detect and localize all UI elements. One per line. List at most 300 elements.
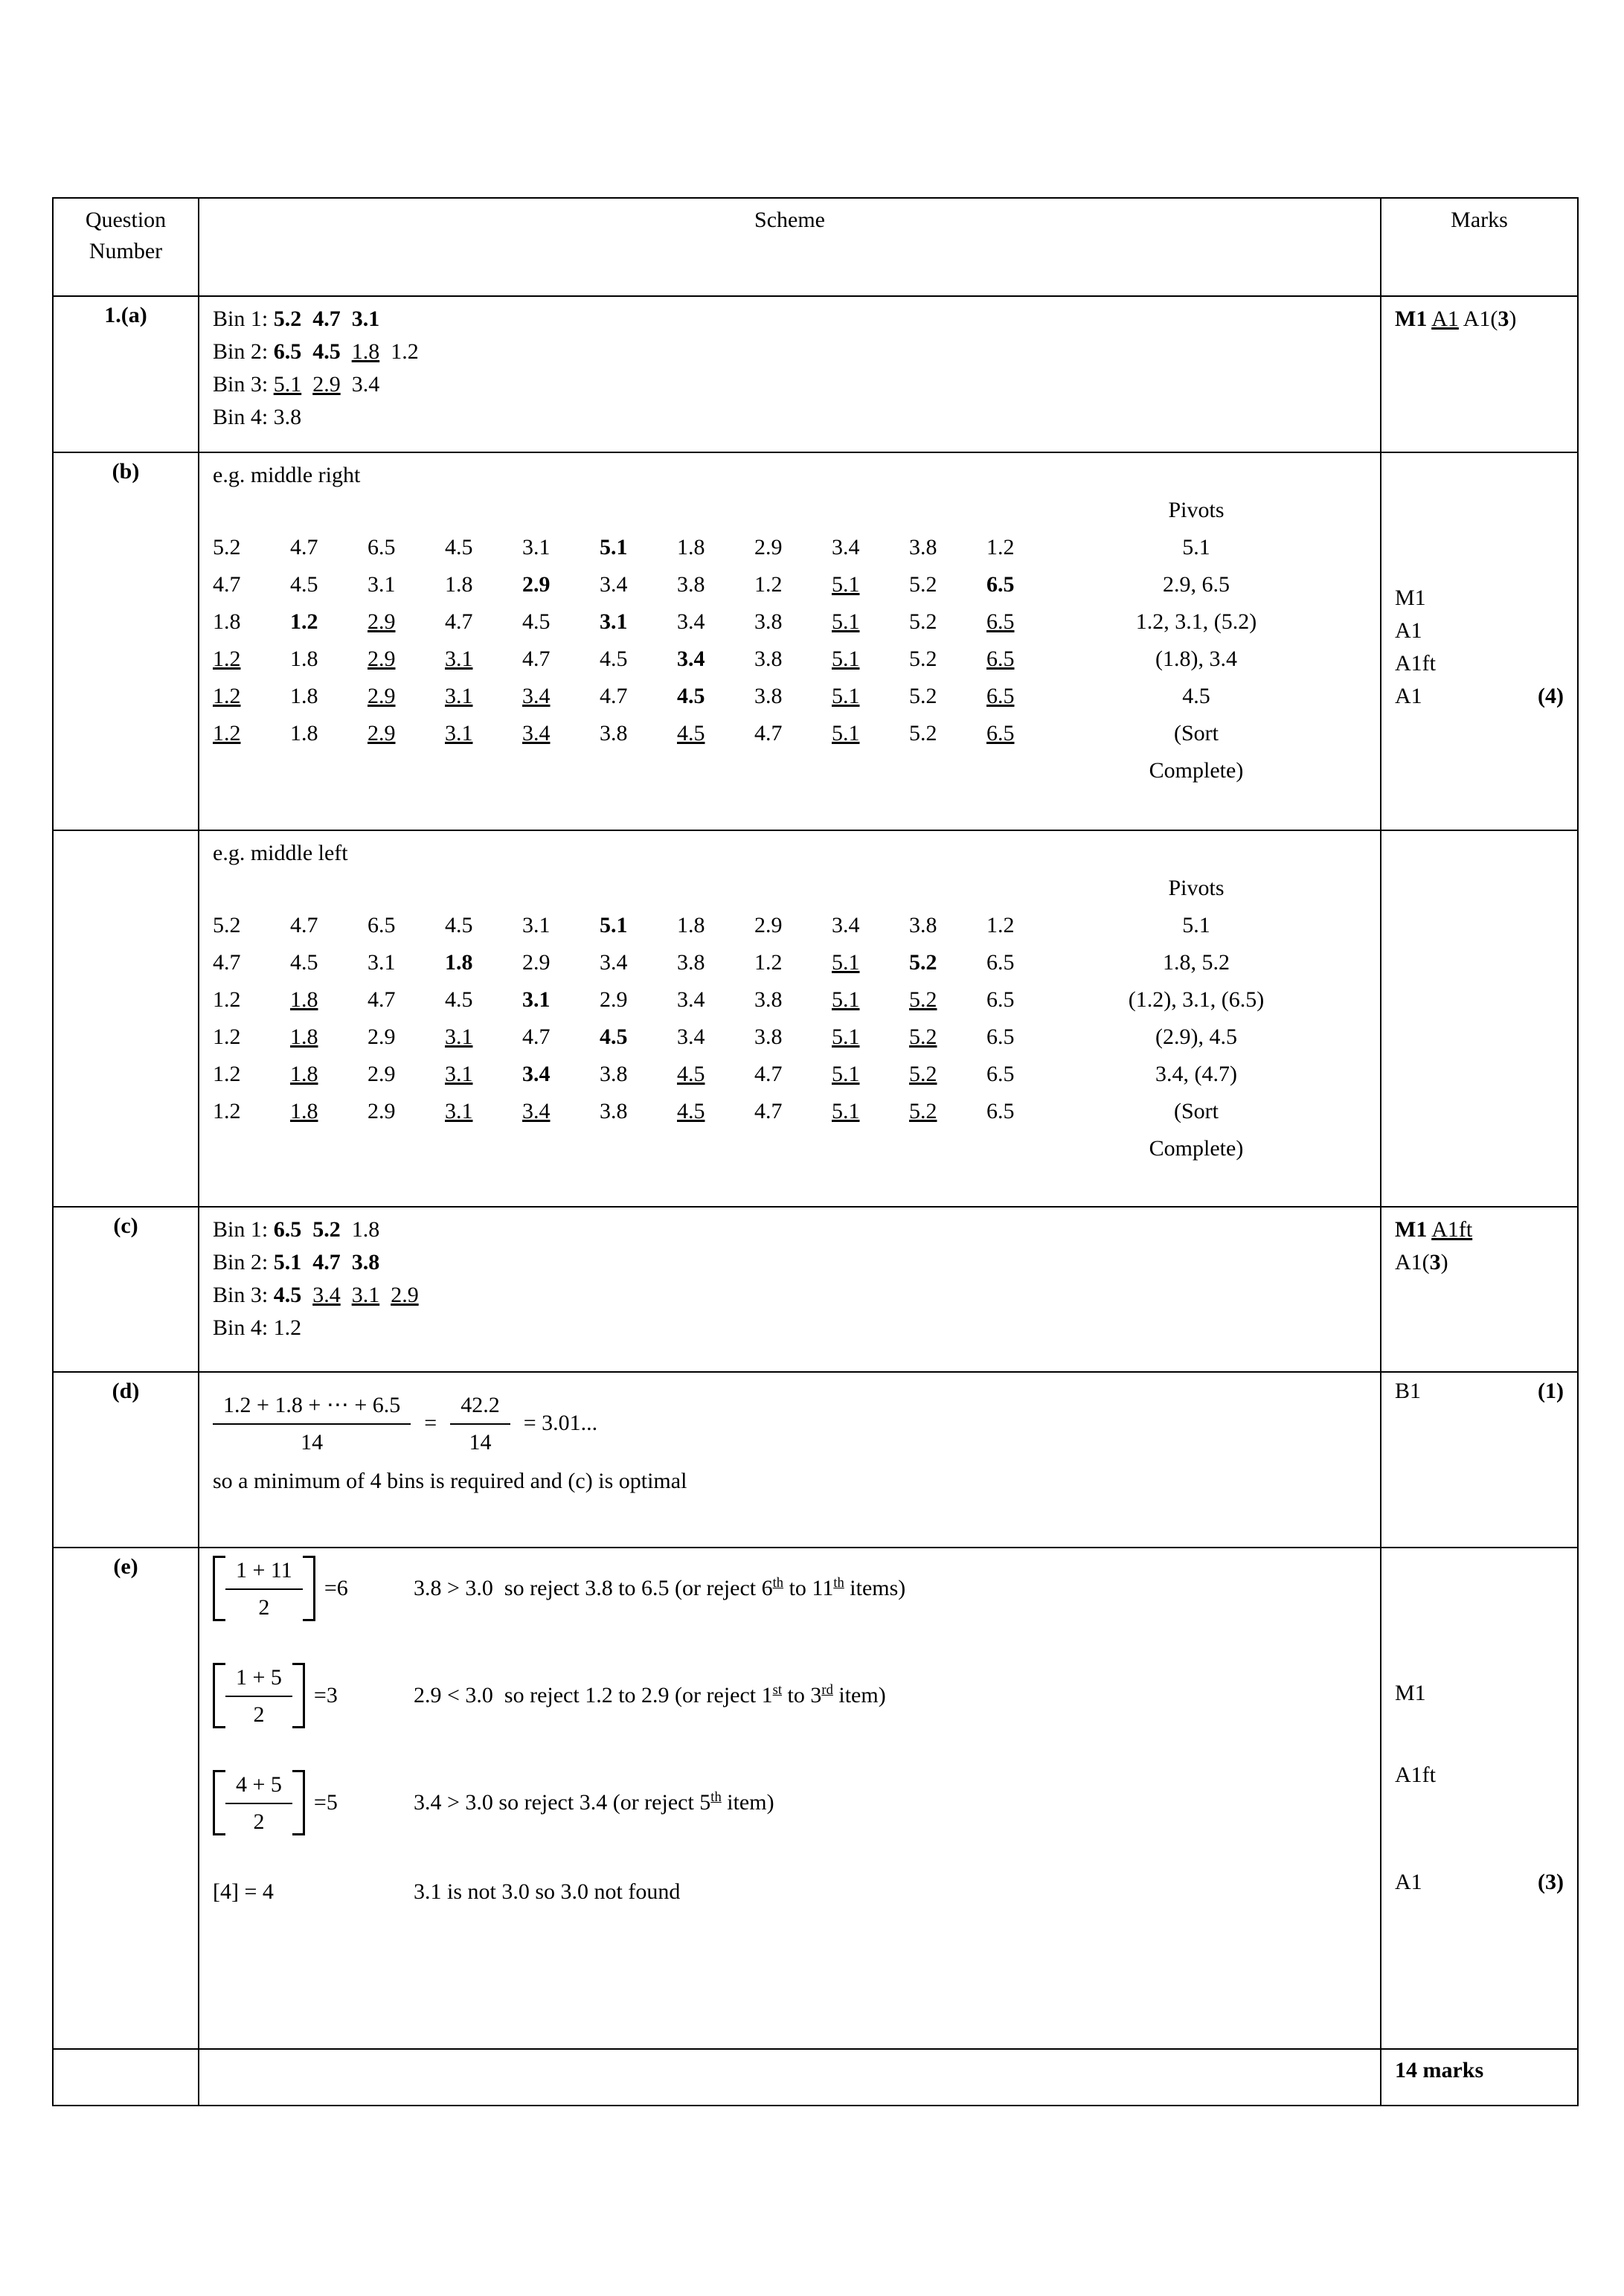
midpoint-result: =3: [313, 1683, 338, 1707]
sort-value: [909, 981, 986, 1019]
sort-value: [832, 715, 909, 752]
quicksort-left: [213, 870, 1367, 1167]
text-segment: 1.2: [986, 913, 1015, 937]
sort-value: [368, 1056, 445, 1093]
text-segment: 4.5: [290, 572, 318, 597]
fraction: [225, 1661, 292, 1730]
mark-a1: A1: [1395, 618, 1422, 643]
text-segment: 2.9: [754, 913, 783, 937]
text-segment: 3.4: [340, 372, 380, 397]
sort-value: [600, 1093, 677, 1130]
text-segment: 4.7: [445, 609, 473, 634]
sort-value: [986, 678, 1064, 715]
sort-value: [213, 529, 290, 566]
fraction-denominator: 2: [253, 1702, 265, 1727]
sort-value: [832, 529, 909, 566]
sort-value: [213, 1019, 290, 1056]
text-segment: 2.9: [368, 684, 396, 708]
binary-search-step: [213, 1769, 1367, 1837]
sort-value: [213, 566, 290, 603]
marks-c: [1395, 1213, 1564, 1279]
text-segment: A1ft: [1431, 1217, 1473, 1242]
average-expression: [213, 1389, 1367, 1458]
sort-value: [909, 944, 986, 981]
text-segment: 5.2: [909, 609, 937, 634]
text-segment: to 11: [783, 1576, 834, 1600]
text-segment: 3.4: [677, 1024, 705, 1049]
text-segment: 5.1: [832, 647, 860, 671]
text-segment: [341, 339, 352, 364]
sort-value: [986, 603, 1064, 641]
text-segment: 6.5: [986, 609, 1015, 634]
sort-pass-row: [213, 944, 1064, 981]
text-segment: 5.2: [213, 913, 241, 937]
text-segment: 5.1 4.7 3.8: [273, 1250, 380, 1274]
sort-value: [445, 603, 522, 641]
sort-value: [213, 1093, 290, 1130]
header-marks: Marks: [1381, 198, 1578, 296]
pivot-line: 3.4, (4.7): [1155, 1062, 1237, 1086]
sort-value: [986, 566, 1064, 603]
text-segment: 1.8: [677, 535, 705, 559]
sort-value: [522, 715, 600, 752]
row-e: [53, 1548, 1578, 2049]
pivot-line: (1.8), 3.4: [1155, 647, 1237, 671]
text-segment: 4.5: [600, 647, 628, 671]
binary-search-step: [213, 1661, 1367, 1730]
text-segment: 6.5: [986, 1099, 1015, 1123]
sort-caption-left: e.g. middle left: [213, 841, 348, 865]
text-segment: 4.5: [600, 1024, 628, 1049]
text-segment: Bin 4: 1.2: [213, 1315, 302, 1340]
sort-value: [909, 678, 986, 715]
text-segment: 4.7: [754, 1099, 783, 1123]
left-bracket: [213, 1663, 225, 1728]
text-segment: 1.2: [986, 535, 1015, 559]
sort-value: [909, 1056, 986, 1093]
sort-value: [677, 603, 754, 641]
text-segment: 1.8: [677, 913, 705, 937]
text-segment: 5.1: [832, 1024, 860, 1049]
text-line: [213, 1213, 1367, 1246]
text-segment: 5.1: [600, 535, 628, 559]
sort-grid-left: [213, 907, 1064, 1167]
sort-value: [290, 907, 368, 944]
pivot-line: (1.2), 3.1, (6.5): [1128, 987, 1265, 1012]
text-segment: 5.1: [832, 684, 860, 708]
sort-value: [290, 1093, 368, 1130]
text-segment: [341, 1283, 352, 1307]
right-bracket: [292, 1663, 305, 1728]
sort-pass-row: [213, 1093, 1064, 1130]
text-segment: [301, 1283, 312, 1307]
text-segment: 5.1: [832, 609, 860, 634]
text-segment: 6.5: [986, 1024, 1015, 1049]
pivots-list: [1070, 529, 1323, 789]
pivot-line: 2.9, 6.5: [1163, 572, 1230, 597]
sort-value: [290, 566, 368, 603]
sort-pass-row: [213, 529, 1064, 566]
text-segment: 3.4: [832, 535, 860, 559]
sort-caption-right: e.g. middle right: [213, 463, 361, 487]
text-segment: 2.9: [368, 1062, 396, 1086]
text-segment: 2.9: [600, 987, 628, 1012]
header-row: [53, 198, 1578, 296]
sort-value: [445, 1093, 522, 1130]
text-segment: 3.1: [445, 1099, 473, 1123]
sort-value: [522, 944, 600, 981]
text-segment: 3.4: [832, 913, 860, 937]
text-segment: 3.1: [351, 1283, 380, 1307]
sort-pass-row: [213, 566, 1064, 603]
text-segment: st: [772, 1682, 783, 1698]
sort-value: [522, 641, 600, 678]
pivot-entry: [1070, 1019, 1323, 1056]
text-segment: 5.2: [909, 1062, 937, 1086]
sort-value: [909, 1093, 986, 1130]
text-segment: 4.7: [290, 913, 318, 937]
text-segment: 3.1: [368, 950, 396, 975]
sort-value: [368, 566, 445, 603]
sort-pass-row: [213, 603, 1064, 641]
text-segment: 4.5: [677, 721, 705, 745]
text-segment: 2.9: [368, 609, 396, 634]
text-segment: A1(: [1458, 307, 1498, 331]
text-segment: th: [833, 1575, 844, 1591]
sort-value: [290, 603, 368, 641]
text-segment: 4.7: [213, 950, 241, 975]
text-segment: 5.2: [909, 721, 937, 745]
text-segment: 3.4: [600, 950, 628, 975]
pivot-line: (Sort: [1174, 721, 1219, 745]
sort-value: [986, 1093, 1064, 1130]
text-segment: 3.4: [677, 647, 705, 671]
text-segment: 5.1: [832, 572, 860, 597]
sort-value: [986, 715, 1064, 752]
sort-value: [677, 641, 754, 678]
fraction-sum: [213, 1389, 411, 1458]
row-d: [53, 1372, 1578, 1548]
text-segment: 5.2: [909, 987, 937, 1012]
sort-value: [832, 981, 909, 1019]
text-segment: to 3: [782, 1683, 822, 1707]
pivot-entry: [1070, 1056, 1323, 1093]
binary-search-steps: [213, 1554, 1367, 1908]
sort-value: [600, 715, 677, 752]
text-segment: Bin 1:: [213, 307, 274, 331]
sort-value: [522, 1019, 600, 1056]
sort-value: [986, 1019, 1064, 1056]
text-segment: 3.4: [522, 1062, 551, 1086]
fraction-denominator: 14: [301, 1430, 324, 1455]
sort-value: [368, 529, 445, 566]
sort-value: [909, 529, 986, 566]
text-segment: 6.5: [986, 647, 1015, 671]
sort-value: [445, 1019, 522, 1056]
sort-grid-right: [213, 529, 1064, 789]
sort-value: [754, 907, 832, 944]
header-scheme: Scheme: [199, 198, 1381, 296]
sort-value: [677, 981, 754, 1019]
text-segment: 1.8: [290, 684, 318, 708]
text-segment: 1.2: [213, 684, 241, 708]
text-segment: 5.1: [600, 913, 628, 937]
midpoint-expression: [213, 1554, 414, 1623]
text-segment: 4.5: [677, 684, 705, 708]
binary-search-step: [213, 1876, 1367, 1908]
text-segment: 3.1: [445, 1024, 473, 1049]
sort-pass-row: [213, 981, 1064, 1019]
midpoint-expression: [213, 1661, 414, 1730]
text-segment: 1.8: [351, 339, 380, 364]
sort-value: [832, 603, 909, 641]
text-segment: 5.2: [213, 535, 241, 559]
text-segment: item): [832, 1683, 886, 1707]
sort-value: [368, 944, 445, 981]
text-segment: 2.9: [368, 1024, 396, 1049]
fraction-denominator: 14: [469, 1430, 492, 1455]
mark-a1ft: A1ft: [1395, 1763, 1436, 1787]
sort-value: [368, 603, 445, 641]
header-question-number: Question Number: [53, 198, 199, 296]
marks-subtotal-b: (4): [1538, 684, 1564, 708]
text-segment: ): [1440, 1250, 1448, 1274]
text-segment: 4.7: [522, 647, 551, 671]
sort-value: [445, 566, 522, 603]
mark-scheme-table: [52, 197, 1579, 2106]
text-segment: 2.9: [522, 572, 551, 597]
text-line: [213, 1279, 1367, 1312]
text-segment: 1.8: [445, 572, 473, 597]
text-segment: Bin 1:: [213, 1217, 274, 1242]
sort-value: [445, 678, 522, 715]
text-segment: 4.5: [522, 609, 551, 634]
text-line: [213, 1312, 1367, 1344]
sort-value: [522, 1093, 600, 1130]
text-segment: item): [721, 1790, 774, 1815]
text-segment: 6.5: [986, 1062, 1015, 1086]
text-segment: 1.2: [213, 647, 241, 671]
sort-pass-row: [213, 1019, 1064, 1056]
mark-m1: M1: [1395, 1681, 1426, 1705]
sort-value: [909, 1019, 986, 1056]
midpoint-result: =6: [324, 1576, 348, 1600]
midpoint-result: =5: [313, 1790, 338, 1815]
sort-value: [522, 981, 600, 1019]
text-segment: 5.1: [832, 950, 860, 975]
text-segment: 4.7: [522, 1024, 551, 1049]
sort-value: [909, 603, 986, 641]
text-segment: ): [1509, 307, 1517, 331]
sort-value: [986, 1056, 1064, 1093]
pivot-line: Complete): [1149, 1136, 1244, 1161]
sort-value: [600, 529, 677, 566]
text-segment: 4.5: [445, 913, 473, 937]
sort-value: [754, 715, 832, 752]
sort-value: [754, 641, 832, 678]
text-segment: 3.1: [445, 684, 473, 708]
marks-empty: [1381, 830, 1578, 1207]
text-segment: 2.9 < 3.0 so reject 1.2 to 2.9 (or reject 1: [414, 1683, 773, 1707]
text-segment: 3: [1429, 1250, 1441, 1274]
sort-value: [522, 1056, 600, 1093]
text-segment: 4.7: [213, 572, 241, 597]
sort-value: [754, 944, 832, 981]
marks-a: [1395, 303, 1564, 336]
text-segment: 6.5: [986, 950, 1015, 975]
sort-value: [832, 944, 909, 981]
fraction-numerator: 1 + 5: [225, 1661, 292, 1697]
question-label-e: (e): [53, 1548, 199, 2049]
sort-value: [445, 529, 522, 566]
text-segment: 4.7: [368, 987, 396, 1012]
sort-value: [754, 678, 832, 715]
sort-value: [213, 715, 290, 752]
sort-value: [677, 944, 754, 981]
text-segment: 2.9: [368, 647, 396, 671]
fraction-total: [450, 1389, 510, 1458]
mark-m1: M1: [1395, 586, 1426, 610]
sort-value: [290, 1019, 368, 1056]
sort-pass-row: [213, 641, 1064, 678]
result-value: = 3.01...: [523, 1411, 598, 1435]
sort-value: [909, 715, 986, 752]
sort-value: [290, 944, 368, 981]
sort-value: [600, 1019, 677, 1056]
pivot-entry: [1070, 529, 1323, 566]
sort-value: [368, 678, 445, 715]
text-segment: 3.1 is not 3.0 so 3.0 not found: [414, 1879, 681, 1904]
text-segment: 3.4: [677, 987, 705, 1012]
marks-subtotal-e: (3): [1538, 1870, 1564, 1894]
sort-value: [290, 981, 368, 1019]
text-segment: 5.1: [832, 1099, 860, 1123]
text-segment: 6.5: [368, 913, 396, 937]
text-segment: 1.2: [290, 609, 318, 634]
text-segment: M1: [1395, 1217, 1428, 1242]
text-segment: 3.8: [677, 572, 705, 597]
text-segment: Bin 3:: [213, 372, 274, 397]
mark-a1-2: A1: [1395, 684, 1422, 708]
text-segment: 6.5: [986, 987, 1015, 1012]
text-segment: 4.5: [445, 987, 473, 1012]
text-segment: 3.4: [677, 609, 705, 634]
text-segment: 3.1: [368, 572, 396, 597]
sort-value: [600, 944, 677, 981]
pivot-line: 5.1: [1182, 913, 1210, 937]
midpoint-expression: [213, 1769, 414, 1837]
sort-value: [909, 641, 986, 678]
text-segment: 3.8: [600, 721, 628, 745]
sort-value: [213, 678, 290, 715]
text-segment: 5.2 4.7 3.1: [273, 307, 380, 331]
text-segment: 6.5: [986, 572, 1015, 597]
sort-value: [677, 1093, 754, 1130]
text-segment: 5.2: [909, 684, 937, 708]
text-segment: Bin 2:: [213, 339, 274, 364]
sort-value: [368, 1019, 445, 1056]
text-segment: 3.1: [445, 1062, 473, 1086]
text-segment: 1.8: [290, 987, 318, 1012]
text-segment: 4.7: [600, 684, 628, 708]
sort-value: [754, 1019, 832, 1056]
sort-value: [213, 603, 290, 641]
text-segment: 3.8: [677, 950, 705, 975]
left-bracket: [213, 1770, 225, 1835]
text-segment: th: [710, 1789, 722, 1805]
sort-value: [213, 641, 290, 678]
pivot-entry: [1070, 944, 1323, 981]
sort-value: [213, 981, 290, 1019]
sort-pass-row: [213, 1056, 1064, 1093]
text-segment: 2.9: [368, 1099, 396, 1123]
sort-value: [290, 715, 368, 752]
text-segment: 5.2: [909, 950, 937, 975]
text-segment: rd: [821, 1682, 833, 1698]
marks-b: [1395, 582, 1564, 713]
text-segment: 3.8: [909, 535, 937, 559]
sort-pass-row: [213, 907, 1064, 944]
sort-value: [600, 678, 677, 715]
text-segment: 1.8: [213, 609, 241, 634]
pivot-line: 5.1: [1182, 535, 1210, 559]
text-segment: 5.1: [832, 987, 860, 1012]
text-segment: 6.5: [986, 684, 1015, 708]
sort-value: [290, 641, 368, 678]
sort-value: [677, 529, 754, 566]
text-line: [213, 303, 1367, 336]
pivots-title: Pivots: [1168, 876, 1225, 900]
question-label-1a: 1.(a): [53, 296, 199, 452]
sort-value: [600, 981, 677, 1019]
step-explanation: [414, 1876, 680, 1908]
right-bracket: [303, 1556, 315, 1621]
question-label-c: (c): [53, 1207, 199, 1372]
text-segment: 3: [1498, 307, 1509, 331]
pivot-entry: [1070, 641, 1323, 678]
pivots-title: Pivots: [1168, 498, 1225, 522]
text-segment: 6.5: [986, 721, 1015, 745]
text-segment: 5.2: [909, 1024, 937, 1049]
midpoint-expression: [213, 1876, 414, 1908]
right-bracket: [292, 1770, 305, 1835]
pivots-column-right: [1070, 492, 1323, 789]
sort-value: [368, 907, 445, 944]
fraction: [225, 1769, 292, 1837]
fraction-numerator: 1 + 11: [225, 1554, 303, 1590]
text-line: [213, 368, 1367, 401]
fraction-denominator: 2: [258, 1595, 270, 1620]
fraction-denominator: 2: [253, 1809, 265, 1834]
plain-expression: [4] = 4: [213, 1879, 274, 1904]
text-segment: Bin 3:: [213, 1283, 274, 1307]
mark-a1: A1: [1395, 1870, 1422, 1894]
pivot-entry: [1070, 907, 1323, 944]
sort-value: [522, 603, 600, 641]
total-scheme-empty: [199, 2049, 1381, 2106]
pivot-line: (Sort: [1174, 1099, 1219, 1123]
text-segment: 1.2: [213, 1024, 241, 1049]
pivot-line: Complete): [1149, 758, 1244, 783]
sort-value: [754, 1093, 832, 1130]
text-segment: th: [772, 1575, 784, 1591]
sort-value: [522, 907, 600, 944]
text-segment: 4.5: [445, 535, 473, 559]
text-segment: 3.8: [754, 609, 783, 634]
sort-value: [832, 1056, 909, 1093]
sort-value: [909, 907, 986, 944]
sort-value: [368, 715, 445, 752]
